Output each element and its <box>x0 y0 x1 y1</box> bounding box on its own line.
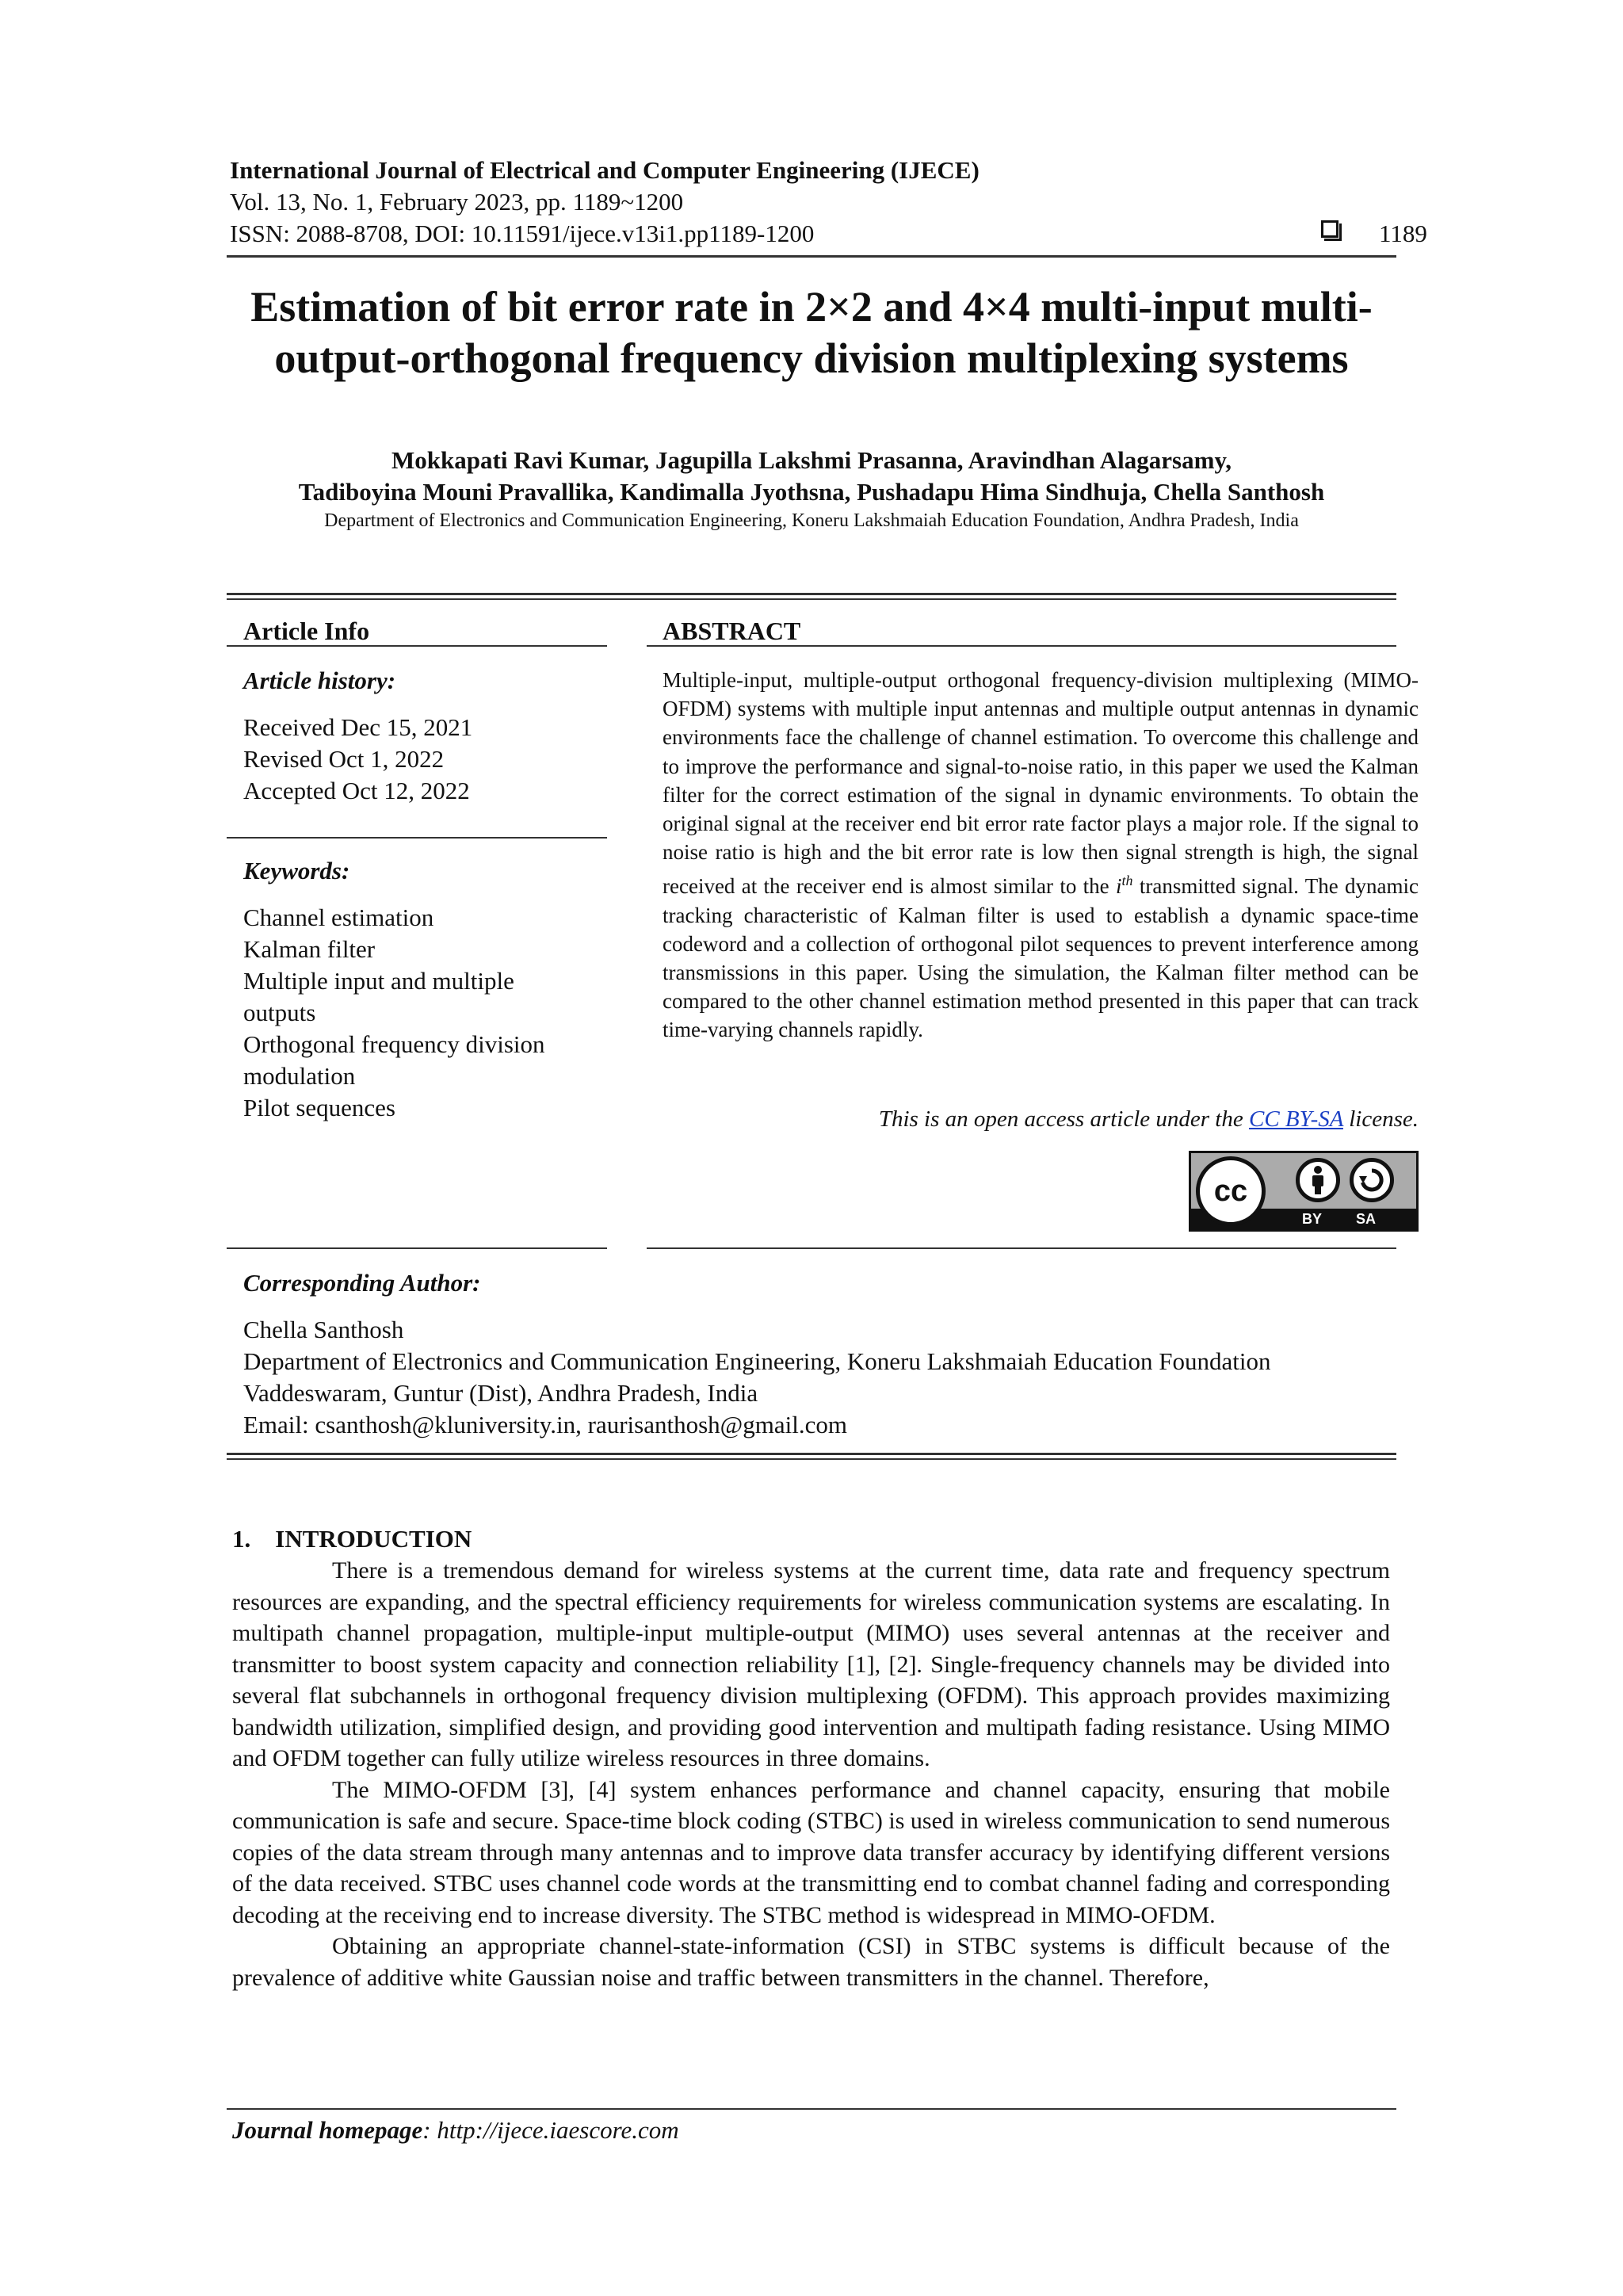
authors-line-2: Tadiboyina Mouni Pravallika, Kandimalla Jyothsna, Pushadapu Hima Sindhuja, Chella Santhosh <box>298 478 1325 506</box>
section-rule-bottom-2 <box>227 1458 1396 1460</box>
keyword-item: modulation <box>243 1062 356 1090</box>
keywords-rule <box>227 837 607 839</box>
keywords-heading: Keywords: <box>243 857 350 884</box>
article-info-heading: Article Info <box>243 617 370 645</box>
intro-paragraph-2: The MIMO-OFDM [3], [4] system enhances performance and channel capacity, ensuring that mobile communication is safe and secure. Space-time block coding (STBC) is used in wireless communication to send numerous copies of the data stream through many antennas and to improve data transfer accuracy by identifying different versions of the data received. STBC uses channel code words at the transmitting end to combat channel fading and corresponding decoding at the receiving end to increase diversity. The STBC method is widespread in MIMO-OFDM. <box>232 1776 1390 1928</box>
keyword-item: Channel estimation <box>243 904 434 931</box>
introduction-body <box>232 1555 1390 1993</box>
abstract-bottom-rule <box>647 1247 1396 1249</box>
share-alike-glyph <box>1358 1167 1385 1194</box>
person-glyph <box>1306 1165 1330 1195</box>
keyword-item: Kalman filter <box>243 935 376 963</box>
journal-name: International Journal of Electrical and Computer Engineering (IJECE) <box>230 156 980 184</box>
corresponding-address: Vaddeswaram, Guntur (Dist), Andhra Pradesh, India <box>243 1379 758 1407</box>
journal-homepage <box>232 2115 679 2146</box>
share-alike-icon <box>1350 1158 1394 1202</box>
attribution-icon <box>1296 1158 1340 1202</box>
section-rule-bottom <box>227 1453 1396 1455</box>
homepage-label: Journal homepage <box>232 2116 423 2144</box>
license-link[interactable]: CC BY-SA <box>1249 1106 1343 1132</box>
section-rule-top <box>227 593 1396 595</box>
article-info-bottom-rule <box>227 1247 607 1249</box>
authors-line-1: Mokkapati Ravi Kumar, Jagupilla Lakshmi Prasanna, Aravindhan Alagarsamy, <box>391 446 1232 474</box>
history-revised: Revised Oct 1, 2022 <box>243 745 445 773</box>
badge-sa-label: SA <box>1356 1211 1377 1227</box>
intro-paragraph-3: Obtaining an appropriate channel-state-information (CSI) in STBC systems is difficult because of the prevalence of additive white Gaussian noise and traffic between transmitters in the channel. Therefore, <box>232 1933 1390 1991</box>
affiliation: Department of Electronics and Communication Engineering, Koneru Lakshmaiah Education Foundation, Andhra Pradesh, India <box>324 510 1299 531</box>
license-statement <box>879 1105 1419 1133</box>
cc-by-sa-badge[interactable] <box>1189 1151 1419 1232</box>
keyword-item: Multiple input and multiple <box>243 967 514 995</box>
keyword-item: outputs <box>243 999 316 1026</box>
abstract-superscript: th <box>1121 873 1133 889</box>
intro-paragraph-1: There is a tremendous demand for wireless systems at the current time, data rate and frequency spectrum resources are expanding, and the spectral efficiency requirements for wireless communication systems are escalating. In multipath channel propagation, multiple-input multiple-output (MIMO) uses several antennas at the receiver and transmitter to boost system capacity and connection reliability [1], [2]. Single-frequency channels may be divided into several flat subchannels in orthogonal frequency division multiplexing (OFDM). This approach provides maximizing bandwidth utilization, simplified design, and providing good intervention and multipath fading resistance. Using MIMO and OFDM together can fully utilize wireless resources in three domains. <box>232 1557 1390 1771</box>
page-number: 1189 <box>1379 220 1427 247</box>
license-prefix: This is an open access article under the <box>878 1106 1249 1132</box>
abstract-text-part-1: Multiple-input, multiple-output orthogonal frequency-division multiplexing (MIMO-OFDM) systems with multiple input antennas and multiple output antennas in dynamic environments face the challenge of channel estimation. To overcome this challenge and to improve the performance and signal-to-noise ratio, in this paper we used the Kalman filter for the correct estimation of the signal in dynamic environments. To obtain the original signal at the receiver end bit error rate factor plays a major role. If the signal to noise ratio is high and the bit error rate is low then signal strength is high, the signal received at the receiver end is almost similar to the <box>663 668 1419 899</box>
corresponding-email: Email: csanthosh@kluniversity.in, raurisanthosh@gmail.com <box>243 1411 847 1438</box>
history-list <box>243 712 472 807</box>
abstract-text-part-2: transmitted signal. The dynamic tracking characteristic of Kalman filter is used to establish a dynamic space-time codeword and a collection of orthogonal pilot sequences to prevent interference among transmissions in this paper. Using the simulation, the Kalman filter method can be compared to the other channel estimation method presented in this paper that can track time-varying channels rapidly. <box>663 874 1419 1042</box>
corresponding-heading: Corresponding Author: <box>243 1269 481 1297</box>
corresponding-name: Chella Santhosh <box>243 1316 404 1343</box>
cc-icon: cc <box>1196 1156 1266 1226</box>
introduction-heading: 1. INTRODUCTION <box>232 1525 472 1553</box>
homepage-url[interactable]: : http://ijece.iaescore.com <box>422 2116 679 2144</box>
checkbox-icon <box>1321 220 1338 238</box>
issn-doi: ISSN: 2088-8708, DOI: 10.11591/ijece.v13i1.pp1189-1200 <box>230 220 815 247</box>
header-divider <box>227 255 1396 258</box>
history-received: Received Dec 15, 2021 <box>243 713 473 741</box>
keyword-item: Orthogonal frequency division <box>243 1030 545 1058</box>
history-heading: Article history: <box>243 667 396 694</box>
keywords-list <box>243 902 545 1124</box>
license-suffix: license. <box>1342 1106 1419 1132</box>
paper-title: Estimation of bit error rate in 2×2 and 4×4 multi-input multi-output-orthogonal frequency division multiplexing systems <box>250 283 1373 382</box>
keyword-item: Pilot sequences <box>243 1094 395 1121</box>
corresponding-dept: Department of Electronics and Communication Engineering, Koneru Lakshmaiah Education Foundation <box>243 1347 1271 1375</box>
footer-rule <box>227 2108 1396 2110</box>
abstract-heading: ABSTRACT <box>663 617 801 645</box>
corresponding-block <box>243 1314 1271 1441</box>
badge-by-label: BY <box>1302 1211 1323 1227</box>
history-accepted: Accepted Oct 12, 2022 <box>243 777 470 804</box>
section-rule-top-2 <box>227 598 1396 600</box>
abstract-sup-base: i <box>1116 874 1122 899</box>
article-info-rule <box>227 645 607 647</box>
abstract-rule <box>647 645 1396 647</box>
volume-info: Vol. 13, No. 1, February 2023, pp. 1189~1200 <box>230 188 684 216</box>
abstract-text <box>663 666 1419 1045</box>
